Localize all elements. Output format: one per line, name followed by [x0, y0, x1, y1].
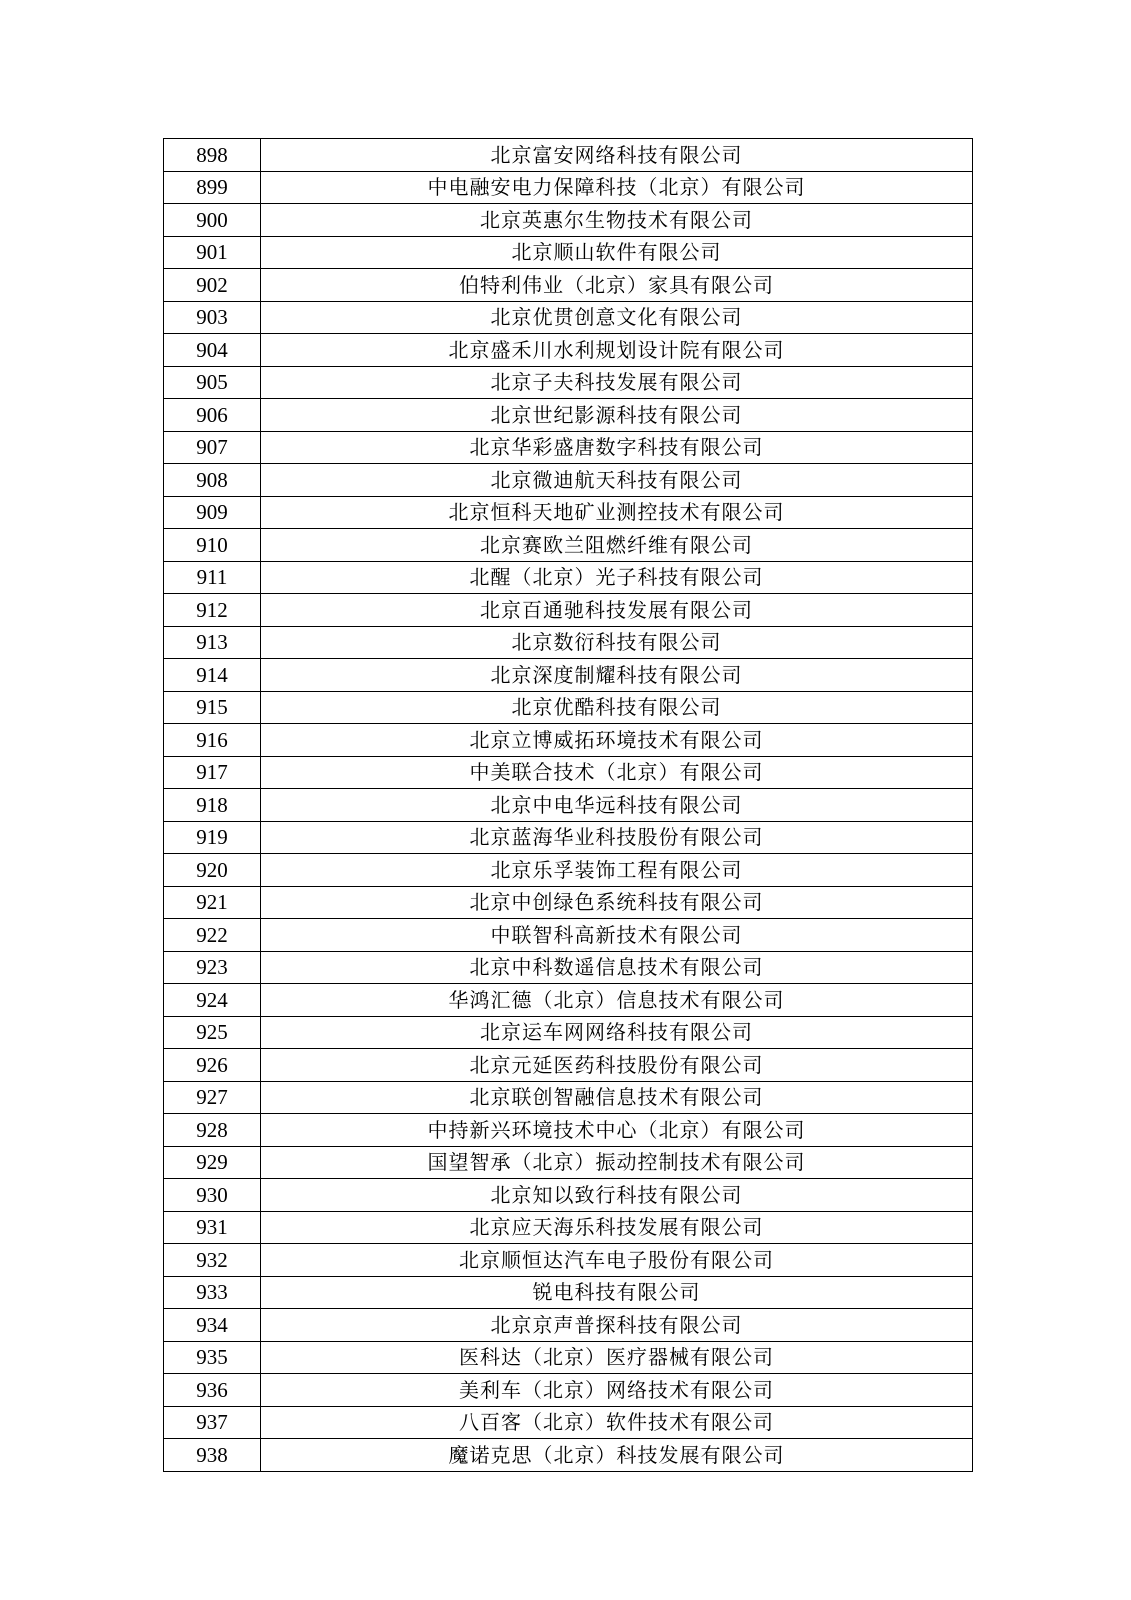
company-name-cell: 北京顺山软件有限公司: [261, 236, 973, 269]
table-row: [164, 1146, 973, 1179]
table-row: [164, 1439, 973, 1472]
table-row: [164, 269, 973, 302]
company-name-cell: 北京中科数遥信息技术有限公司: [261, 951, 973, 984]
table-row: [164, 204, 973, 237]
table-row: [164, 1179, 973, 1212]
table-row: [164, 139, 973, 172]
row-number-cell: 914: [164, 659, 261, 692]
table-row: [164, 1244, 973, 1277]
row-number-cell: 933: [164, 1276, 261, 1309]
table-row: [164, 236, 973, 269]
table-row: [164, 334, 973, 367]
company-name-cell: 北京乐孚装饰工程有限公司: [261, 854, 973, 887]
table-row: [164, 464, 973, 497]
row-number-cell: 925: [164, 1016, 261, 1049]
row-number-cell: 919: [164, 821, 261, 854]
row-number-cell: 910: [164, 529, 261, 562]
row-number-cell: 924: [164, 984, 261, 1017]
table-row: [164, 789, 973, 822]
row-number-cell: 930: [164, 1179, 261, 1212]
table-row: [164, 1406, 973, 1439]
row-number-cell: 904: [164, 334, 261, 367]
table-row: [164, 626, 973, 659]
row-number-cell: 907: [164, 431, 261, 464]
company-name-cell: 北京优酷科技有限公司: [261, 691, 973, 724]
row-number-cell: 936: [164, 1374, 261, 1407]
table-row: [164, 171, 973, 204]
company-name-cell: 北京立博威拓环境技术有限公司: [261, 724, 973, 757]
row-number-cell: 929: [164, 1146, 261, 1179]
company-name-cell: 国望智承（北京）振动控制技术有限公司: [261, 1146, 973, 1179]
row-number-cell: 898: [164, 139, 261, 172]
row-number-cell: 915: [164, 691, 261, 724]
table-row: [164, 1341, 973, 1374]
company-name-cell: 北京京声普探科技有限公司: [261, 1309, 973, 1342]
company-name-cell: 北京世纪影源科技有限公司: [261, 399, 973, 432]
company-name-cell: 北京百通驰科技发展有限公司: [261, 594, 973, 627]
row-number-cell: 901: [164, 236, 261, 269]
table-row: [164, 1049, 973, 1082]
table-row: [164, 724, 973, 757]
table-row: [164, 691, 973, 724]
table-row: [164, 1211, 973, 1244]
table-row: [164, 1081, 973, 1114]
table-row: [164, 431, 973, 464]
company-name-cell: 锐电科技有限公司: [261, 1276, 973, 1309]
row-number-cell: 921: [164, 886, 261, 919]
table-row: [164, 984, 973, 1017]
table-row: [164, 399, 973, 432]
company-name-cell: 北京元延医药科技股份有限公司: [261, 1049, 973, 1082]
table-row: [164, 1309, 973, 1342]
row-number-cell: 917: [164, 756, 261, 789]
row-number-cell: 911: [164, 561, 261, 594]
row-number-cell: 908: [164, 464, 261, 497]
table-row: [164, 919, 973, 952]
row-number-cell: 932: [164, 1244, 261, 1277]
row-number-cell: 906: [164, 399, 261, 432]
row-number-cell: 899: [164, 171, 261, 204]
table-row: [164, 529, 973, 562]
table-row: [164, 496, 973, 529]
company-name-cell: 北京顺恒达汽车电子股份有限公司: [261, 1244, 973, 1277]
company-name-cell: 伯特利伟业（北京）家具有限公司: [261, 269, 973, 302]
table-row: [164, 1016, 973, 1049]
row-number-cell: 902: [164, 269, 261, 302]
row-number-cell: 903: [164, 301, 261, 334]
row-number-cell: 926: [164, 1049, 261, 1082]
table-row: [164, 821, 973, 854]
company-name-cell: 北京运车网网络科技有限公司: [261, 1016, 973, 1049]
company-name-cell: 北京赛欧兰阻燃纤维有限公司: [261, 529, 973, 562]
company-name-cell: 北京恒科天地矿业测控技术有限公司: [261, 496, 973, 529]
table-row: [164, 756, 973, 789]
company-name-cell: 北京中电华远科技有限公司: [261, 789, 973, 822]
table-row: [164, 366, 973, 399]
company-list-table: [163, 138, 973, 1472]
company-name-cell: 美利车（北京）网络技术有限公司: [261, 1374, 973, 1407]
row-number-cell: 934: [164, 1309, 261, 1342]
company-name-cell: 中电融安电力保障科技（北京）有限公司: [261, 171, 973, 204]
company-name-cell: 北京华彩盛唐数字科技有限公司: [261, 431, 973, 464]
company-name-cell: 北京子夫科技发展有限公司: [261, 366, 973, 399]
row-number-cell: 913: [164, 626, 261, 659]
company-name-cell: 北京微迪航天科技有限公司: [261, 464, 973, 497]
company-name-cell: 北京联创智融信息技术有限公司: [261, 1081, 973, 1114]
company-name-cell: 八百客（北京）软件技术有限公司: [261, 1406, 973, 1439]
table-row: [164, 594, 973, 627]
company-name-cell: 北京富安网络科技有限公司: [261, 139, 973, 172]
company-name-cell: 北京中创绿色系统科技有限公司: [261, 886, 973, 919]
row-number-cell: 927: [164, 1081, 261, 1114]
company-name-cell: 北京深度制耀科技有限公司: [261, 659, 973, 692]
row-number-cell: 928: [164, 1114, 261, 1147]
company-name-cell: 北京知以致行科技有限公司: [261, 1179, 973, 1212]
table-row: [164, 1114, 973, 1147]
row-number-cell: 912: [164, 594, 261, 627]
company-name-cell: 北京优贯创意文化有限公司: [261, 301, 973, 334]
row-number-cell: 909: [164, 496, 261, 529]
company-name-cell: 魔诺克思（北京）科技发展有限公司: [261, 1439, 973, 1472]
company-name-cell: 医科达（北京）医疗器械有限公司: [261, 1341, 973, 1374]
row-number-cell: 916: [164, 724, 261, 757]
table-row: [164, 886, 973, 919]
row-number-cell: 935: [164, 1341, 261, 1374]
row-number-cell: 923: [164, 951, 261, 984]
row-number-cell: 900: [164, 204, 261, 237]
row-number-cell: 938: [164, 1439, 261, 1472]
company-name-cell: 中持新兴环境技术中心（北京）有限公司: [261, 1114, 973, 1147]
company-name-cell: 中联智科高新技术有限公司: [261, 919, 973, 952]
company-name-cell: 北京盛禾川水利规划设计院有限公司: [261, 334, 973, 367]
company-name-cell: 中美联合技术（北京）有限公司: [261, 756, 973, 789]
table-row: [164, 854, 973, 887]
row-number-cell: 922: [164, 919, 261, 952]
row-number-cell: 937: [164, 1406, 261, 1439]
table-row: [164, 659, 973, 692]
row-number-cell: 918: [164, 789, 261, 822]
company-name-cell: 北京数衍科技有限公司: [261, 626, 973, 659]
company-name-cell: 北醒（北京）光子科技有限公司: [261, 561, 973, 594]
company-name-cell: 北京英惠尔生物技术有限公司: [261, 204, 973, 237]
company-name-cell: 华鸿汇德（北京）信息技术有限公司: [261, 984, 973, 1017]
company-name-cell: 北京蓝海华业科技股份有限公司: [261, 821, 973, 854]
row-number-cell: 905: [164, 366, 261, 399]
company-name-cell: 北京应天海乐科技发展有限公司: [261, 1211, 973, 1244]
table-row: [164, 1374, 973, 1407]
row-number-cell: 920: [164, 854, 261, 887]
table-row: [164, 561, 973, 594]
table-row: [164, 301, 973, 334]
row-number-cell: 931: [164, 1211, 261, 1244]
table-body: [164, 139, 973, 1472]
table-row: [164, 951, 973, 984]
table-row: [164, 1276, 973, 1309]
